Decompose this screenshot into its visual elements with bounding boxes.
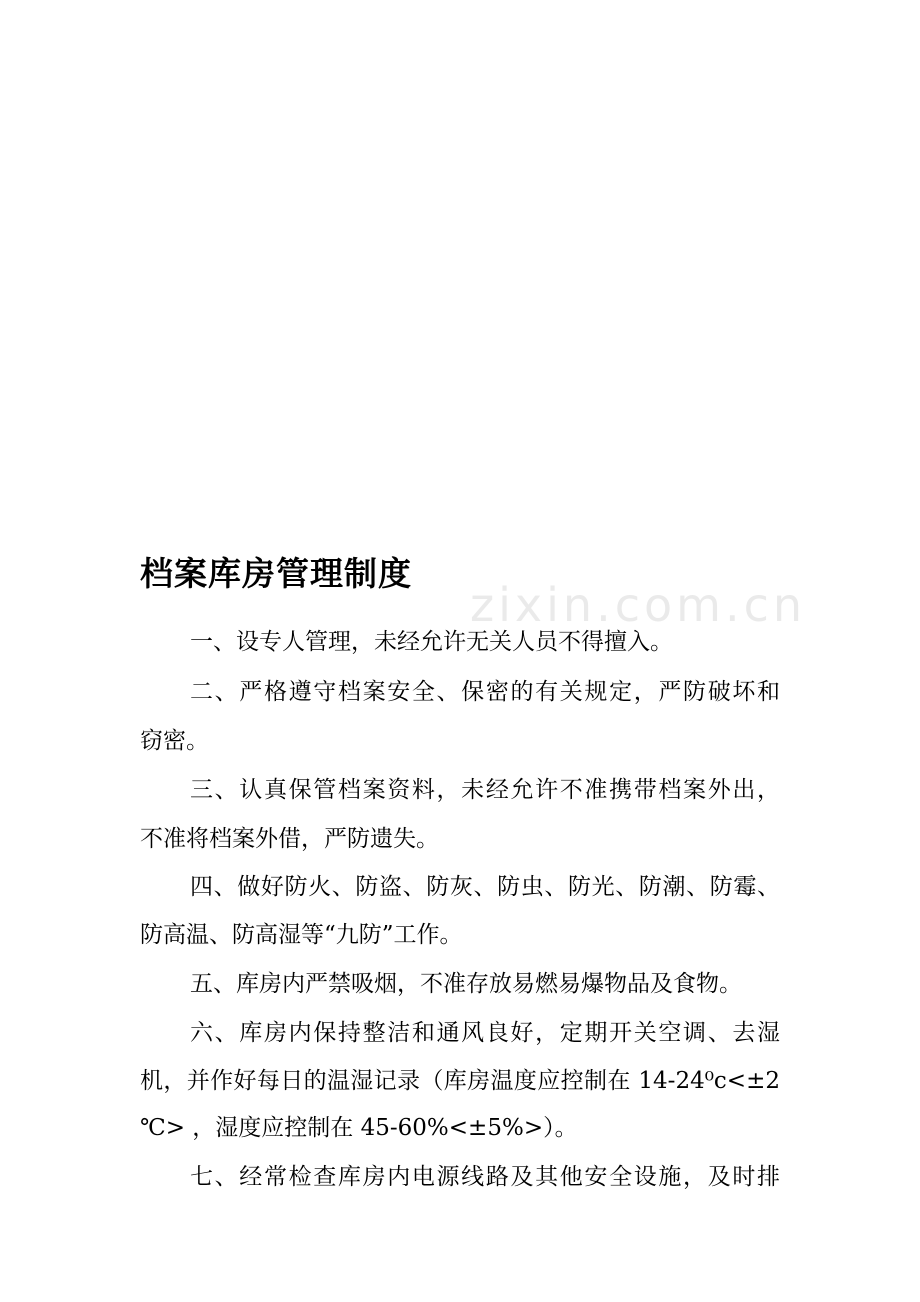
paragraph-line: 四、做好防火、防盗、防灰、防虫、防光、防潮、防霉、 (190, 874, 780, 900)
watermark: zixin.com.cn (470, 578, 807, 632)
paragraph-line: 三、认真保管档案资料，未经允许不准携带档案外出， (190, 777, 780, 803)
document-title: 档案库房管理制度 (140, 554, 412, 593)
paragraph-line: 不准将档案外借，严防遗失。 (140, 826, 439, 852)
paragraph-line: 六、库房内保持整洁和通风良好，定期开关空调、去湿 (190, 1020, 780, 1046)
paragraph-line: 七、经常检查库房内电源线路及其他安全设施，及时排 (190, 1164, 780, 1190)
paragraph-line: 机，并作好每日的温湿记录（库房温度应控制在 14-24⁰c<±2 (140, 1068, 780, 1094)
paragraph-line: ℃> ，湿度应控制在 45-60%<±5%>）。 (140, 1115, 578, 1141)
paragraph-line: 窃密。 (140, 728, 209, 754)
paragraph-line: 防高温、防高湿等“九防”工作。 (140, 922, 463, 948)
paragraph-line: 二、严格遵守档案安全、保密的有关规定，严防破坏和 (190, 679, 780, 705)
paragraph-line: 一、设专人管理，未经允许无关人员不得擅入。 (190, 629, 673, 655)
paragraph-line: 五、库房内严禁吸烟，不准存放易燃易爆物品及食物。 (190, 971, 742, 997)
